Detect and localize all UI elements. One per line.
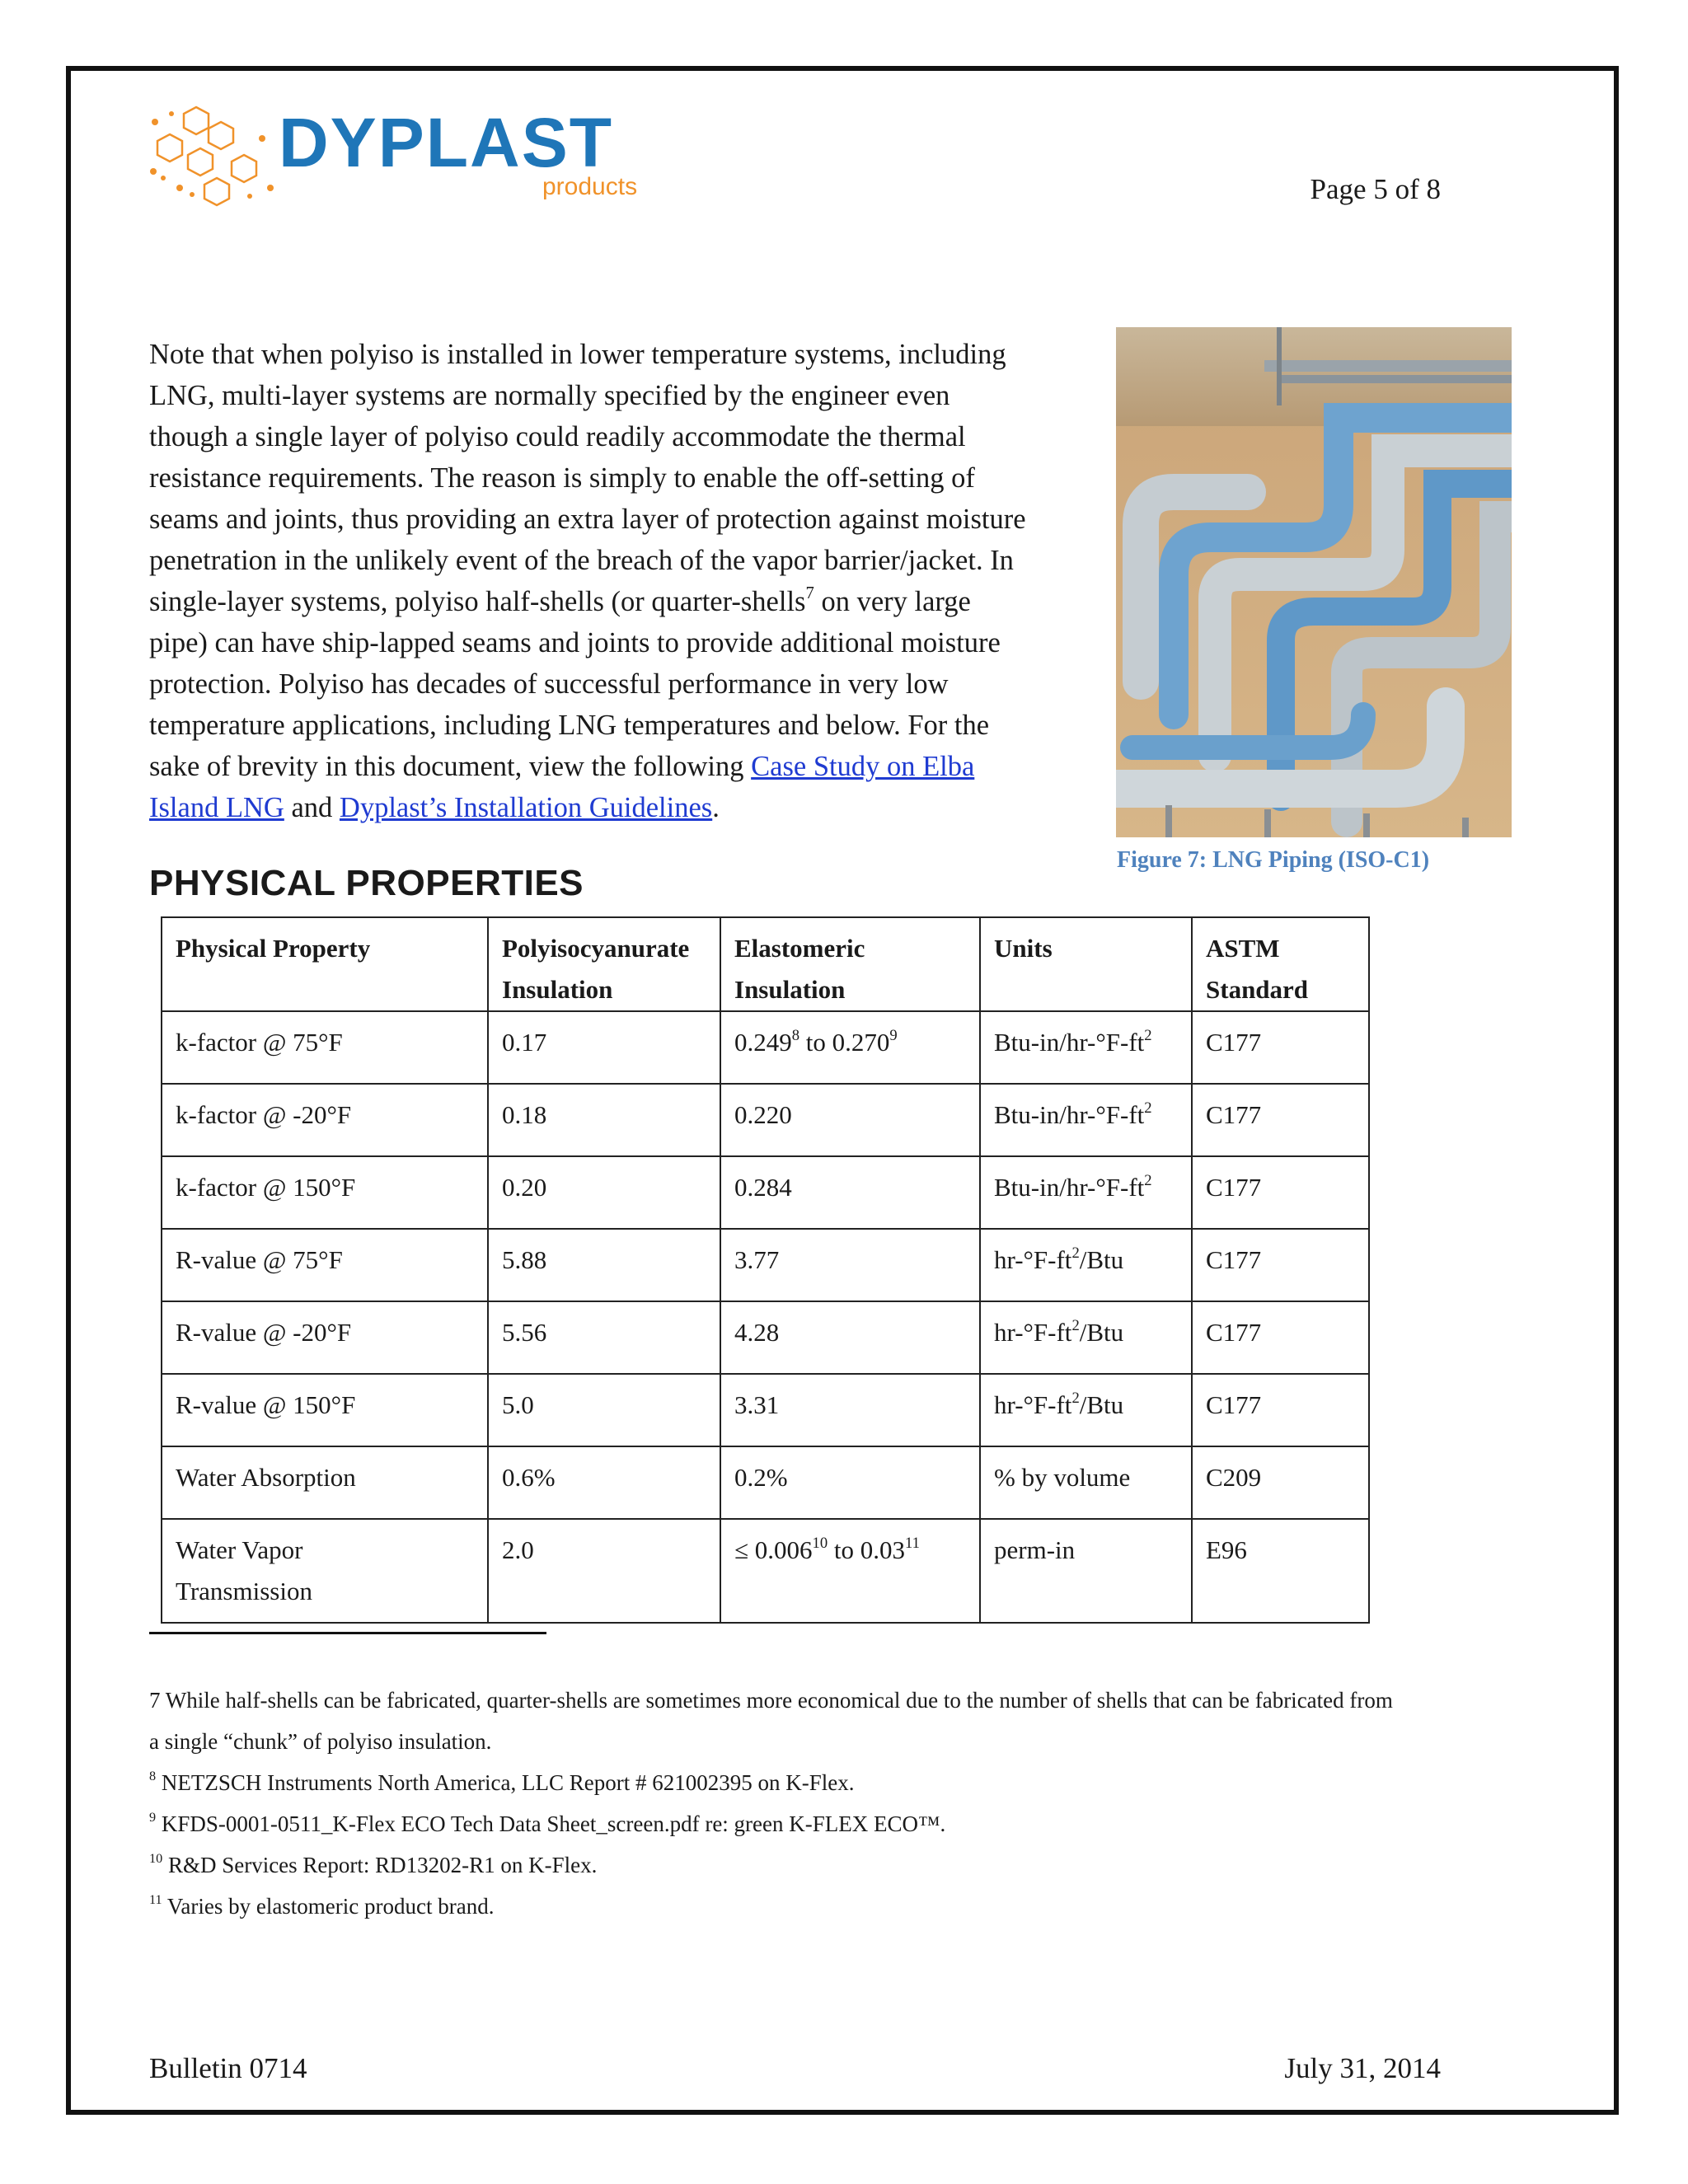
table-cell: E96 bbox=[1192, 1519, 1369, 1623]
physical-properties-table bbox=[161, 916, 1370, 1624]
paragraph-line: though a single layer of polyiso could readily accommodate the thermal bbox=[149, 421, 966, 452]
table-cell: 3.77 bbox=[720, 1229, 980, 1301]
table-cell: $hr-^\circ F-ft^2$/Btu bbox=[980, 1301, 1192, 1374]
table-cell: 5.88 bbox=[488, 1229, 720, 1301]
table-cell: C177 bbox=[1192, 1011, 1369, 1084]
paragraph-line: protection. Polyiso has decades of successful performance in very low bbox=[149, 668, 949, 700]
table-row bbox=[162, 1084, 1369, 1156]
body-paragraph bbox=[149, 334, 1089, 828]
lng-piping-photo bbox=[1116, 327, 1512, 837]
paragraph-line: penetration in the unlikely event of the breach of the vapor barrier/jacket. In bbox=[149, 545, 1014, 576]
case-study-link[interactable]: Island LNG bbox=[149, 792, 284, 823]
table-row bbox=[162, 1519, 1369, 1623]
column-header: ASTM Standard bbox=[1192, 917, 1369, 1011]
paragraph-line: Note that when polyiso is installed in lower temperature systems, including bbox=[149, 339, 1006, 370]
table-cell: k-factor @ -20°F bbox=[162, 1084, 488, 1156]
table-cell: 0.249$^8$ to 0.270$^9$ bbox=[720, 1011, 980, 1084]
table-cell: Water Vapor Transmission bbox=[162, 1519, 488, 1623]
column-header: Elastomeric Insulation bbox=[720, 917, 980, 1011]
logo-subtext: products bbox=[542, 173, 638, 200]
column-header: Physical Property bbox=[162, 917, 488, 1011]
footnotes bbox=[149, 1680, 1550, 1927]
footnote-ref-7[interactable]: 7 bbox=[805, 584, 814, 603]
table-cell: 5.56 bbox=[488, 1301, 720, 1374]
table-cell: C177 bbox=[1192, 1301, 1369, 1374]
footnote: $^8$ NETZSCH Instruments North America, LLC Report # 621002395 on K-Flex. bbox=[149, 1769, 855, 1795]
table-header-row bbox=[162, 917, 1369, 1011]
installation-guidelines-link[interactable]: Dyplast’s Installation Guidelines bbox=[339, 792, 713, 823]
table-cell: perm-in bbox=[980, 1519, 1192, 1623]
table-cell: 0.20 bbox=[488, 1156, 720, 1229]
table-cell: 5.0 bbox=[488, 1374, 720, 1446]
table-cell: R-value @ -20°F bbox=[162, 1301, 488, 1374]
table-cell: 4.28 bbox=[720, 1301, 980, 1374]
bulletin-number: Bulletin 0714 bbox=[149, 2052, 307, 2084]
table-cell: C209 bbox=[1192, 1446, 1369, 1519]
page-number: Page 5 of 8 bbox=[1310, 173, 1441, 205]
section-heading: PHYSICAL PROPERTIES bbox=[149, 863, 584, 903]
table-cell: C177 bbox=[1192, 1156, 1369, 1229]
table-cell: R-value @ 150°F bbox=[162, 1374, 488, 1446]
table-cell: 0.18 bbox=[488, 1084, 720, 1156]
dyplast-logo bbox=[147, 97, 658, 208]
paragraph-line: pipe) can have ship-lapped seams and joints to provide additional moisture bbox=[149, 627, 1001, 658]
footnote-divider bbox=[149, 1632, 546, 1634]
table-cell: k-factor @ 150°F bbox=[162, 1156, 488, 1229]
paragraph-line: single-layer systems, polyiso half-shells (or quarter-shells$^7$ on very large bbox=[149, 584, 971, 617]
footnote: $^{11}$ Varies by elastomeric product brand. bbox=[149, 1892, 495, 1919]
publication-date: July 31, 2014 bbox=[1284, 2052, 1441, 2084]
table-cell: C177 bbox=[1192, 1374, 1369, 1446]
table-row bbox=[162, 1156, 1369, 1229]
table-cell: 0.2% bbox=[720, 1446, 980, 1519]
table-row bbox=[162, 1229, 1369, 1301]
table-cell: k-factor @ 75°F bbox=[162, 1011, 488, 1084]
figure-caption: Figure 7: LNG Piping (ISO-C1) bbox=[1117, 847, 1430, 873]
table-cell: Btu-$in/hr-^\circ F-ft^2$ bbox=[980, 1156, 1192, 1229]
table-cell: 2.0 bbox=[488, 1519, 720, 1623]
table-cell: Water Absorption bbox=[162, 1446, 488, 1519]
footnote: 7 While half-shells can be fabricated, quarter-shells are sometimes more economical due to the number of shells that can be fabricated from bbox=[149, 1688, 1393, 1713]
table-cell: $hr-^\circ F-ft^2$/Btu bbox=[980, 1229, 1192, 1301]
logo-wordmark: DYPLAST bbox=[279, 104, 614, 181]
paragraph-line: temperature applications, including LNG temperatures and below. For the bbox=[149, 710, 990, 741]
table-cell: % by volume bbox=[980, 1446, 1192, 1519]
footnote: a single “chunk” of polyiso insulation. bbox=[149, 1729, 492, 1754]
table-cell: 0.6% bbox=[488, 1446, 720, 1519]
table-cell: 0.284 bbox=[720, 1156, 980, 1229]
paragraph-line: sake of brevity in this document, view the following Case Study on Elba bbox=[149, 751, 975, 782]
paragraph-line: Island LNG and Dyplast’s Installation Guidelines. bbox=[149, 792, 720, 823]
paragraph-line: resistance requirements. The reason is simply to enable the off-setting of bbox=[149, 462, 975, 494]
table-row bbox=[162, 1011, 1369, 1084]
table-cell: Btu-$in/hr-^\circ F-ft^2$ bbox=[980, 1084, 1192, 1156]
table-row bbox=[162, 1301, 1369, 1374]
paragraph-line: seams and joints, thus providing an extra layer of protection against moisture bbox=[149, 504, 1026, 535]
table-cell: 3.31 bbox=[720, 1374, 980, 1446]
paragraph-line: LNG, multi-layer systems are normally specified by the engineer even bbox=[149, 380, 950, 411]
table-row bbox=[162, 1374, 1369, 1446]
column-header: Units bbox=[980, 917, 1192, 1011]
table-cell: 0.17 bbox=[488, 1011, 720, 1084]
table-cell: $hr-^\circ F-ft^2$/Btu bbox=[980, 1374, 1192, 1446]
table-cell: 0.220 bbox=[720, 1084, 980, 1156]
table-cell: R-value @ 75°F bbox=[162, 1229, 488, 1301]
table-cell: Btu-$in/hr-^\circ F-ft^2$ bbox=[980, 1011, 1192, 1084]
table-row bbox=[162, 1446, 1369, 1519]
case-study-link[interactable]: Case Study on Elba bbox=[751, 751, 975, 782]
table-cell: C177 bbox=[1192, 1084, 1369, 1156]
table-cell: C177 bbox=[1192, 1229, 1369, 1301]
table-cell: ≤ $0.006^{10}$ to 0.03$^{11}$ bbox=[720, 1519, 980, 1623]
column-header: Polyisocyanurate Insulation bbox=[488, 917, 720, 1011]
footnote: $^{10}$ R&D Services Report: RD13202-R1 on K-Flex. bbox=[149, 1851, 598, 1877]
footnote: $^9$ KFDS-0001-0511_K-Flex ECO Tech Data Sheet_screen.pdf re: green K-FLEX ECO™. bbox=[149, 1810, 946, 1836]
